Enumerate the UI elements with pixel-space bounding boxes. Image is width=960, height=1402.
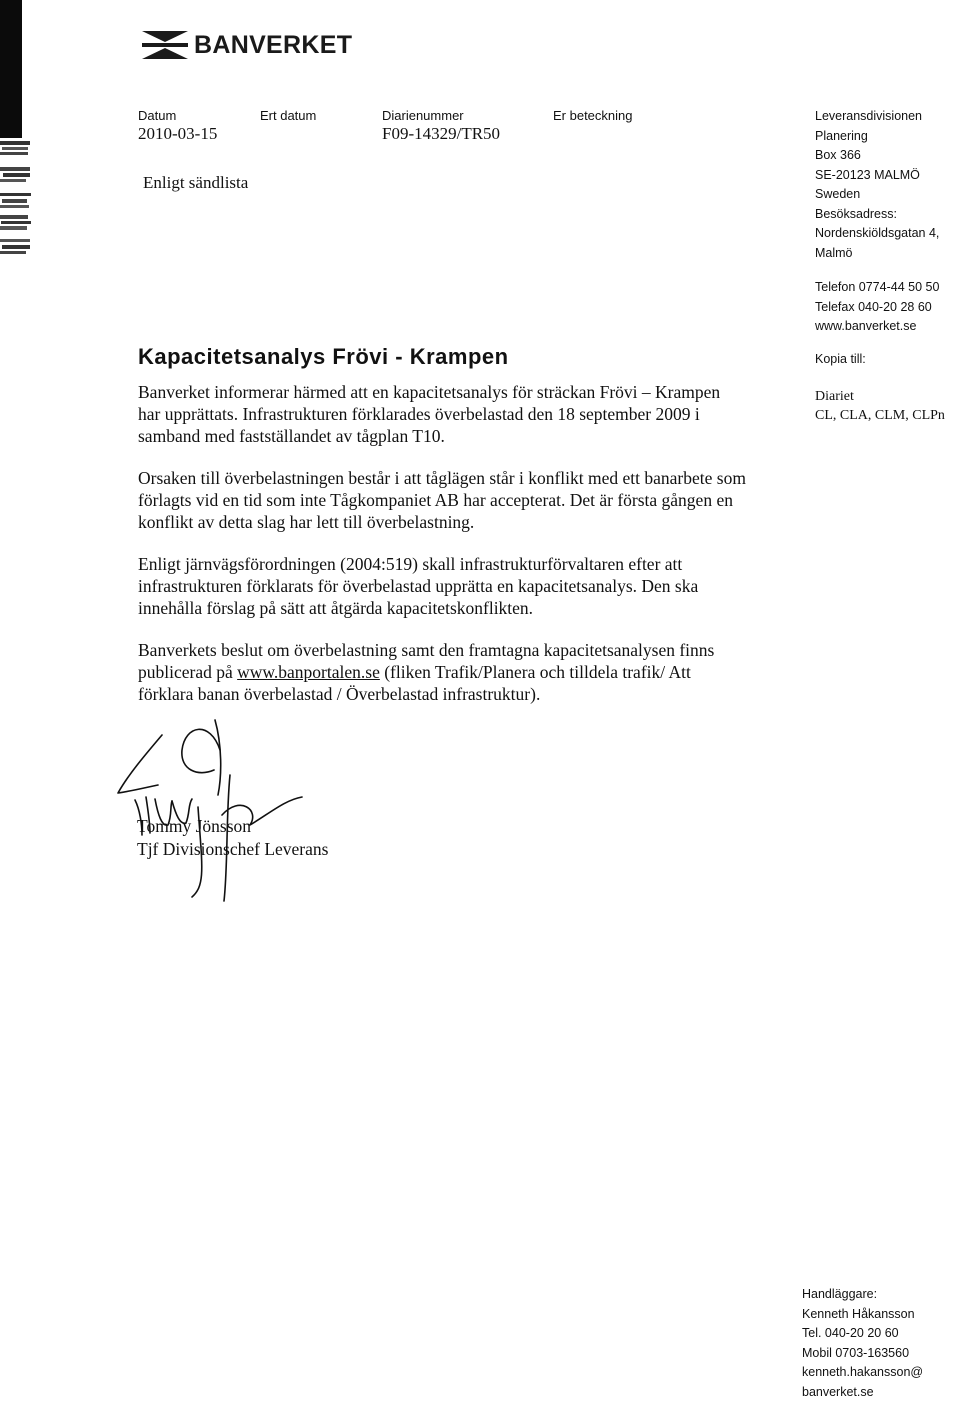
paragraph xyxy=(138,639,738,705)
copy-to-list xyxy=(815,387,945,425)
handler-email: kenneth.hakansson@ xyxy=(802,1363,923,1383)
recipient: Enligt sändlista xyxy=(143,173,248,193)
sender-line: Besöksadress: xyxy=(815,205,939,225)
scan-mark xyxy=(0,236,32,256)
fax: Telefax 040-20 28 60 xyxy=(815,298,939,318)
logo-text: BANVERKET xyxy=(194,31,352,60)
scan-mark xyxy=(0,213,32,233)
paragraph: Orsaken till överbelastningen består i att tåglägen står i konflikt med ett banarbete som förlagts vid en tid som inte Tågkompaniet AB har accepterat. Det är första gången en konflikt av detta slag har lett till överbelastning. xyxy=(138,467,758,533)
copy-to-label: Kopia till: xyxy=(815,350,866,370)
sender-line: Nordenskiöldsgatan 4, xyxy=(815,224,939,244)
sender-contact xyxy=(815,278,939,337)
paragraph-text: (fliken Trafik/Planera och tilldela trafik/ Att förklara banan överbelastad / Överbelastad infrastruktur). xyxy=(138,662,691,704)
paragraph-text: Banverkets beslut om överbelastning samt den framtagna kapacitetsanalysen finns publicerad på xyxy=(138,640,714,682)
banportalen-link[interactable]: www.banportalen.se xyxy=(237,662,380,682)
handler-phone: Tel. 040-20 20 60 xyxy=(802,1324,923,1344)
letter-body xyxy=(138,381,778,725)
paragraph: Enligt järnvägsförordningen (2004:519) skall infrastrukturförvaltaren efter att infrastrukturen förklarats för överbelastad upprätta en kapacitetsanalys. Den ska innehålla förslag på sätt att åtgärda kapacitetskonflikten. xyxy=(138,553,763,619)
scan-edge-bar xyxy=(0,0,22,138)
sender-line: SE-20123 MALMÖ xyxy=(815,166,939,186)
scan-mark xyxy=(0,138,32,158)
paragraph: Banverket informerar härmed att en kapacitetsanalys för sträckan Frövi – Krampen har upprättats. Infrastrukturen förklarades överbelastad den 18 september 2009 i samband med fastställandet av tågplan T10. xyxy=(138,381,728,447)
sender-line: Leveransdivisionen xyxy=(815,107,939,127)
datum-label: Datum xyxy=(138,108,176,123)
handler-block xyxy=(802,1285,923,1402)
handwritten-signature xyxy=(110,715,310,905)
handler-name: Kenneth Håkansson xyxy=(802,1305,923,1325)
signatory-name: Tommy Jönsson xyxy=(137,815,328,838)
phone: Telefon 0774-44 50 50 xyxy=(815,278,939,298)
sender-line: Box 366 xyxy=(815,146,939,166)
datum-value: 2010-03-15 xyxy=(138,124,217,144)
ert-datum-label: Ert datum xyxy=(260,108,316,123)
sender-address xyxy=(815,107,939,263)
page-title: Kapacitetsanalys Frövi - Krampen xyxy=(138,344,509,370)
signature-block xyxy=(137,815,328,861)
banverket-logo-icon xyxy=(140,28,190,62)
sender-line: Malmö xyxy=(815,244,939,264)
signatory-title: Tjf Divisionschef Leverans xyxy=(137,838,328,861)
copy-to-line: CL, CLA, CLM, CLPn xyxy=(815,406,945,425)
copy-to-line: Diariet xyxy=(815,387,945,406)
scan-mark xyxy=(0,190,32,210)
banverket-logo xyxy=(140,28,352,62)
er-beteckning-label: Er beteckning xyxy=(553,108,633,123)
website: www.banverket.se xyxy=(815,317,939,337)
handler-mobile: Mobil 0703-163560 xyxy=(802,1344,923,1364)
sender-line: Planering xyxy=(815,127,939,147)
handler-label: Handläggare: xyxy=(802,1285,923,1305)
handler-email: banverket.se xyxy=(802,1383,923,1402)
sender-line: Sweden xyxy=(815,185,939,205)
diarienummer-value: F09-14329/TR50 xyxy=(382,124,500,144)
diarienummer-label: Diarienummer xyxy=(382,108,464,123)
scan-mark xyxy=(0,165,32,185)
